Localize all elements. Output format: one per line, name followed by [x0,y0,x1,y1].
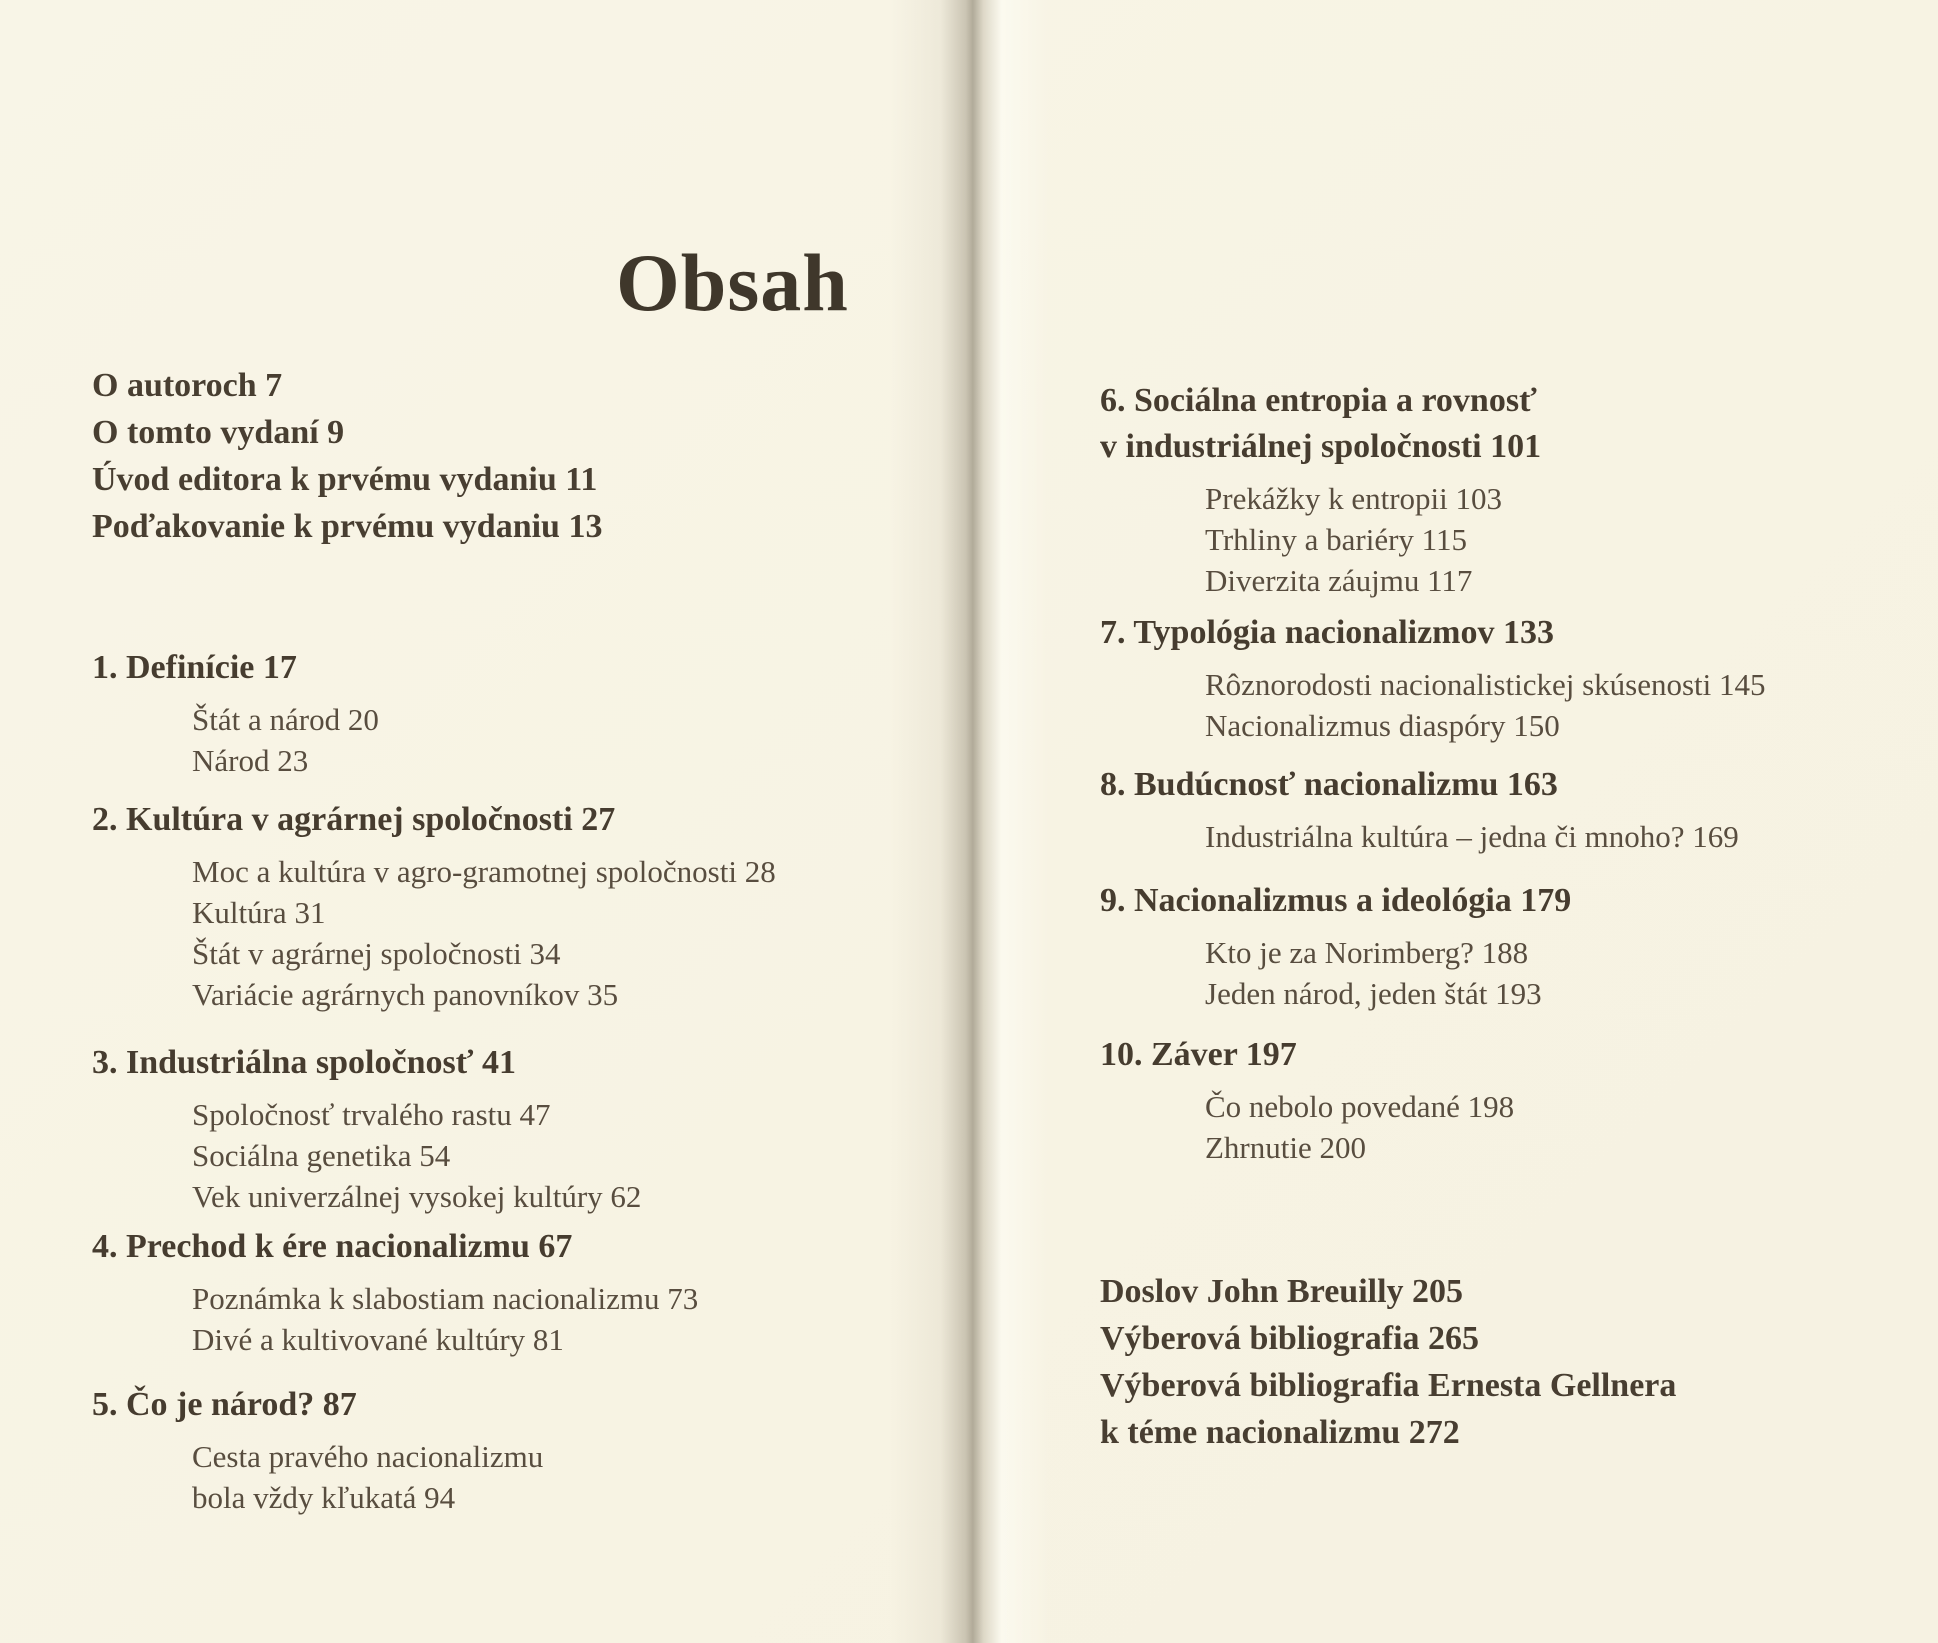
toc-title: Obsah [616,237,849,328]
back-matter-entry: Výberová bibliografia 265 [1100,1320,1480,1357]
chapter-heading: 7. Typológia nacionalizmov 133 [1100,614,1555,651]
chapter-section [92,797,776,1015]
chapter-section [92,1040,641,1217]
chapter-subentry: Štát a národ 20 [192,702,379,737]
chapter-subentry: bola vždy kľukatá 94 [192,1480,456,1515]
chapter-heading: 4. Prechod k ére nacionalizmu 67 [92,1228,573,1265]
back-matter-entry: Výberová bibliografia Ernesta Gellnera [1100,1367,1677,1404]
chapter-section [92,1224,698,1360]
chapter-section [1100,378,1541,601]
front-matter-entry: Poďakovanie k prvému vydaniu 13 [92,508,603,545]
chapter-subentry: Štát v agrárnej spoločnosti 34 [192,936,561,971]
front-matter-entry: O tomto vydaní 9 [92,414,345,451]
page-gutter-shadow [890,0,1070,1643]
chapter-subentry: Prekážky k entropii 103 [1205,481,1503,516]
back-matter-entry: Doslov John Breuilly 205 [1100,1273,1464,1310]
chapter-section [1100,762,1739,857]
chapter-heading: v industriálnej spoločnosti 101 [1100,428,1542,465]
chapter-heading: 6. Sociálna entropia a rovnosť [1100,382,1537,419]
chapter-subentry: Spoločnosť trvalého rastu 47 [192,1097,551,1132]
chapter-subentry: Národ 23 [192,743,309,778]
chapter-heading: 1. Definície 17 [92,649,297,686]
chapter-heading: 10. Záver 197 [1100,1036,1297,1073]
chapter-heading: 5. Čo je národ? 87 [92,1386,357,1423]
front-matter-entry: Úvod editora k prvému vydaniu 11 [92,461,598,498]
chapter-subentry: Zhrnutie 200 [1205,1130,1366,1165]
chapter-subentry: Rôznorodosti nacionalistickej skúsenosti 145 [1205,667,1766,702]
chapter-subentry: Divé a kultivované kultúry 81 [192,1322,564,1357]
chapter-subentry: Cesta pravého nacionalizmu [192,1439,544,1474]
chapter-heading: 2. Kultúra v agrárnej spoločnosti 27 [92,801,616,838]
right-page [1100,0,1900,1643]
chapter-section [1100,878,1571,1014]
chapter-subentry: Kto je za Norimberg? 188 [1205,935,1529,970]
chapter-subentry: Variácie agrárnych panovníkov 35 [192,977,619,1012]
chapter-subentry: Nacionalizmus diaspóry 150 [1205,708,1560,743]
chapter-subentry: Sociálna genetika 54 [192,1138,451,1173]
chapter-subentry: Poznámka k slabostiam nacionalizmu 73 [192,1281,699,1316]
front-matter-block [92,362,602,550]
chapter-section [92,1382,543,1518]
chapter-subentry: Trhliny a bariéry 115 [1205,522,1468,557]
back-matter-block [1100,1268,1676,1456]
chapter-heading: 8. Budúcnosť nacionalizmu 163 [1100,766,1558,803]
chapter-subentry: Moc a kultúra v agro-gramotnej spoločnosti 28 [192,854,776,889]
chapter-section [1100,610,1766,746]
chapter-subentry: Jeden národ, jeden štát 193 [1205,976,1542,1011]
chapter-section [92,645,379,781]
left-page [92,0,852,1643]
chapter-subentry: Vek univerzálnej vysokej kultúry 62 [192,1179,642,1214]
front-matter-entry: O autoroch 7 [92,367,283,404]
chapter-subentry: Kultúra 31 [192,895,326,930]
back-matter-entry: k téme nacionalizmu 272 [1100,1414,1460,1451]
chapter-subentry: Industriálna kultúra – jedna či mnoho? 169 [1205,819,1739,854]
chapter-subentry: Čo nebolo povedané 198 [1205,1089,1515,1124]
chapter-subentry: Diverzita záujmu 117 [1205,563,1473,598]
chapter-heading: 3. Industriálna spoločnosť 41 [92,1044,516,1081]
chapter-section [1100,1032,1514,1168]
chapter-heading: 9. Nacionalizmus a ideológia 179 [1100,882,1572,919]
